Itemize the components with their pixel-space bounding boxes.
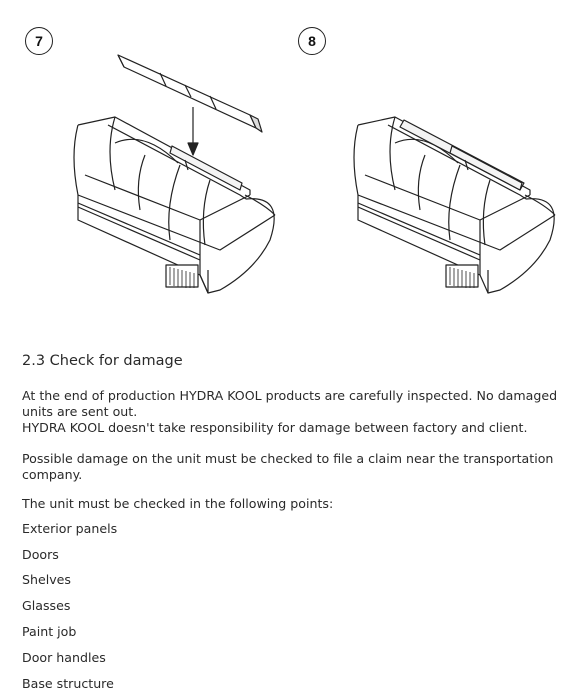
section-heading: 2.3 Check for damage: [22, 353, 183, 369]
list-item: Paint job: [22, 624, 77, 639]
display-case-illustration-step-8: [340, 105, 560, 300]
paragraph-line: units are sent out.: [22, 404, 138, 419]
list-item: Base structure: [22, 676, 114, 691]
paragraph-line: HYDRA KOOL doesn't take responsibility for damage between factory and client.: [22, 420, 528, 435]
paragraph-claim: [22, 451, 572, 483]
paragraph-line: company.: [22, 467, 83, 482]
shelf-panel-illustration: [118, 55, 262, 132]
list-item: Doors: [22, 547, 59, 562]
display-case-illustration-step-7: [60, 45, 280, 300]
check-points-intro: The unit must be checked in the following points:: [22, 496, 334, 511]
step-8-badge: 8: [298, 27, 326, 55]
list-item: Exterior panels: [22, 521, 118, 536]
list-item: Door handles: [22, 650, 106, 665]
paragraph-inspection: [22, 388, 572, 436]
paragraph-line: At the end of production HYDRA KOOL products are carefully inspected. No damaged: [22, 388, 558, 403]
list-item: Shelves: [22, 572, 71, 587]
step-7-badge: 7: [25, 27, 53, 55]
paragraph-line: Possible damage on the unit must be checked to file a claim near the transportation: [22, 451, 554, 466]
arrow-down-icon: [188, 107, 198, 155]
list-item: Glasses: [22, 598, 71, 613]
